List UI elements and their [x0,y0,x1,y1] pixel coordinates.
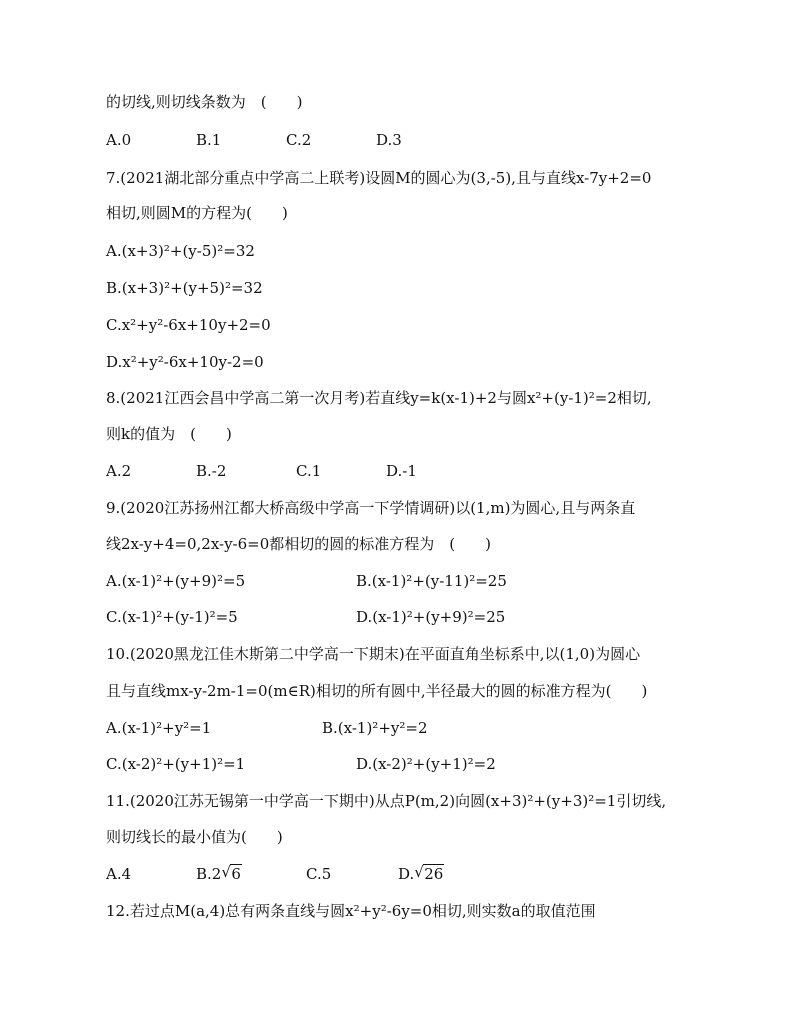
sqrt-symbol: √ 6 [221,863,241,883]
q8-line1: 8.(2021江西会昌中学高二第一次月考)若直线y=k(x-1)+2与圆x²+(y-1)²=2相切, [106,389,652,407]
q10-option-d: D.(x-2)²+(y+1)²=2 [356,755,496,773]
q7-option-a: A.(x+3)²+(y-5)²=32 [106,242,255,260]
q9-option-c: C.(x-1)²+(y-1)²=5 [106,608,238,626]
q8-line2: 则k的值为 ( ) [106,425,232,443]
q11-option-d-radicand: 26 [424,865,444,883]
q11-option-c: C.5 [306,865,332,883]
q10-line2: 且与直线mx-y-2m-1=0(m∈R)相切的所有圆中,半径最大的圆的标准方程为( ) [106,682,648,700]
q7-line2: 相切,则圆M的方程为( ) [106,204,288,222]
q6-tail: 的切线,则切线条数为 ( ) [106,93,303,111]
q11-option-d [398,864,444,884]
q7-option-d: D.x²+y²-6x+10y-2=0 [106,353,264,371]
q9-line2: 线2x-y+4=0,2x-y-6=0都相切的圆的标准方程为 ( ) [106,535,491,553]
q8-option-c: C.1 [296,462,322,480]
q11-option-b [196,864,242,884]
q6-option-c: C.2 [286,131,312,149]
q9-option-d: D.(x-1)²+(y+9)²=25 [356,608,506,626]
q6-option-a: A.0 [106,131,132,149]
q11-option-b-radicand: 6 [231,865,241,883]
q8-option-d: D.-1 [386,462,417,480]
q10-option-b: B.(x-1)²+y²=2 [322,719,428,737]
q11-line1: 11.(2020江苏无锡第一中学高一下期中)从点P(m,2)向圆(x+3)²+(y+3)²=1引切线, [106,792,667,810]
q11-option-a: A.4 [106,865,132,883]
q7-line1: 7.(2021湖北部分重点中学高二上联考)设圆M的圆心为(3,-5),且与直线x-7y+2=0 [106,169,652,187]
q10-line1: 10.(2020黑龙江佳木斯第二中学高一下期末)在平面直角坐标系中,以(1,0)为圆心 [106,645,641,663]
q10-option-c: C.(x-2)²+(y+1)²=1 [106,755,246,773]
q9-option-a: A.(x-1)²+(y+9)²=5 [106,572,246,590]
q8-option-b: B.-2 [196,462,227,480]
q11-option-d-label: D. [398,865,415,883]
q7-option-c: C.x²+y²-6x+10y+2=0 [106,316,271,334]
q11-option-b-label: B.2 [196,865,222,883]
q6-option-d: D.3 [376,131,402,149]
q9-option-b: B.(x-1)²+(y-11)²=25 [356,572,507,590]
q11-line2: 则切线长的最小值为( ) [106,828,283,846]
sqrt-symbol: √ 26 [414,863,444,883]
q9-line1: 9.(2020江苏扬州江都大桥高级中学高一下学情调研)以(1,m)为圆心,且与两条直 [106,499,636,517]
q12-line1: 12.若过点M(a,4)总有两条直线与圆x²+y²-6y=0相切,则实数a的取值范围 [106,902,596,920]
q10-option-a: A.(x-1)²+y²=1 [106,719,212,737]
q7-option-b: B.(x+3)²+(y+5)²=32 [106,279,263,297]
q8-option-a: A.2 [106,462,132,480]
q6-option-b: B.1 [196,131,222,149]
